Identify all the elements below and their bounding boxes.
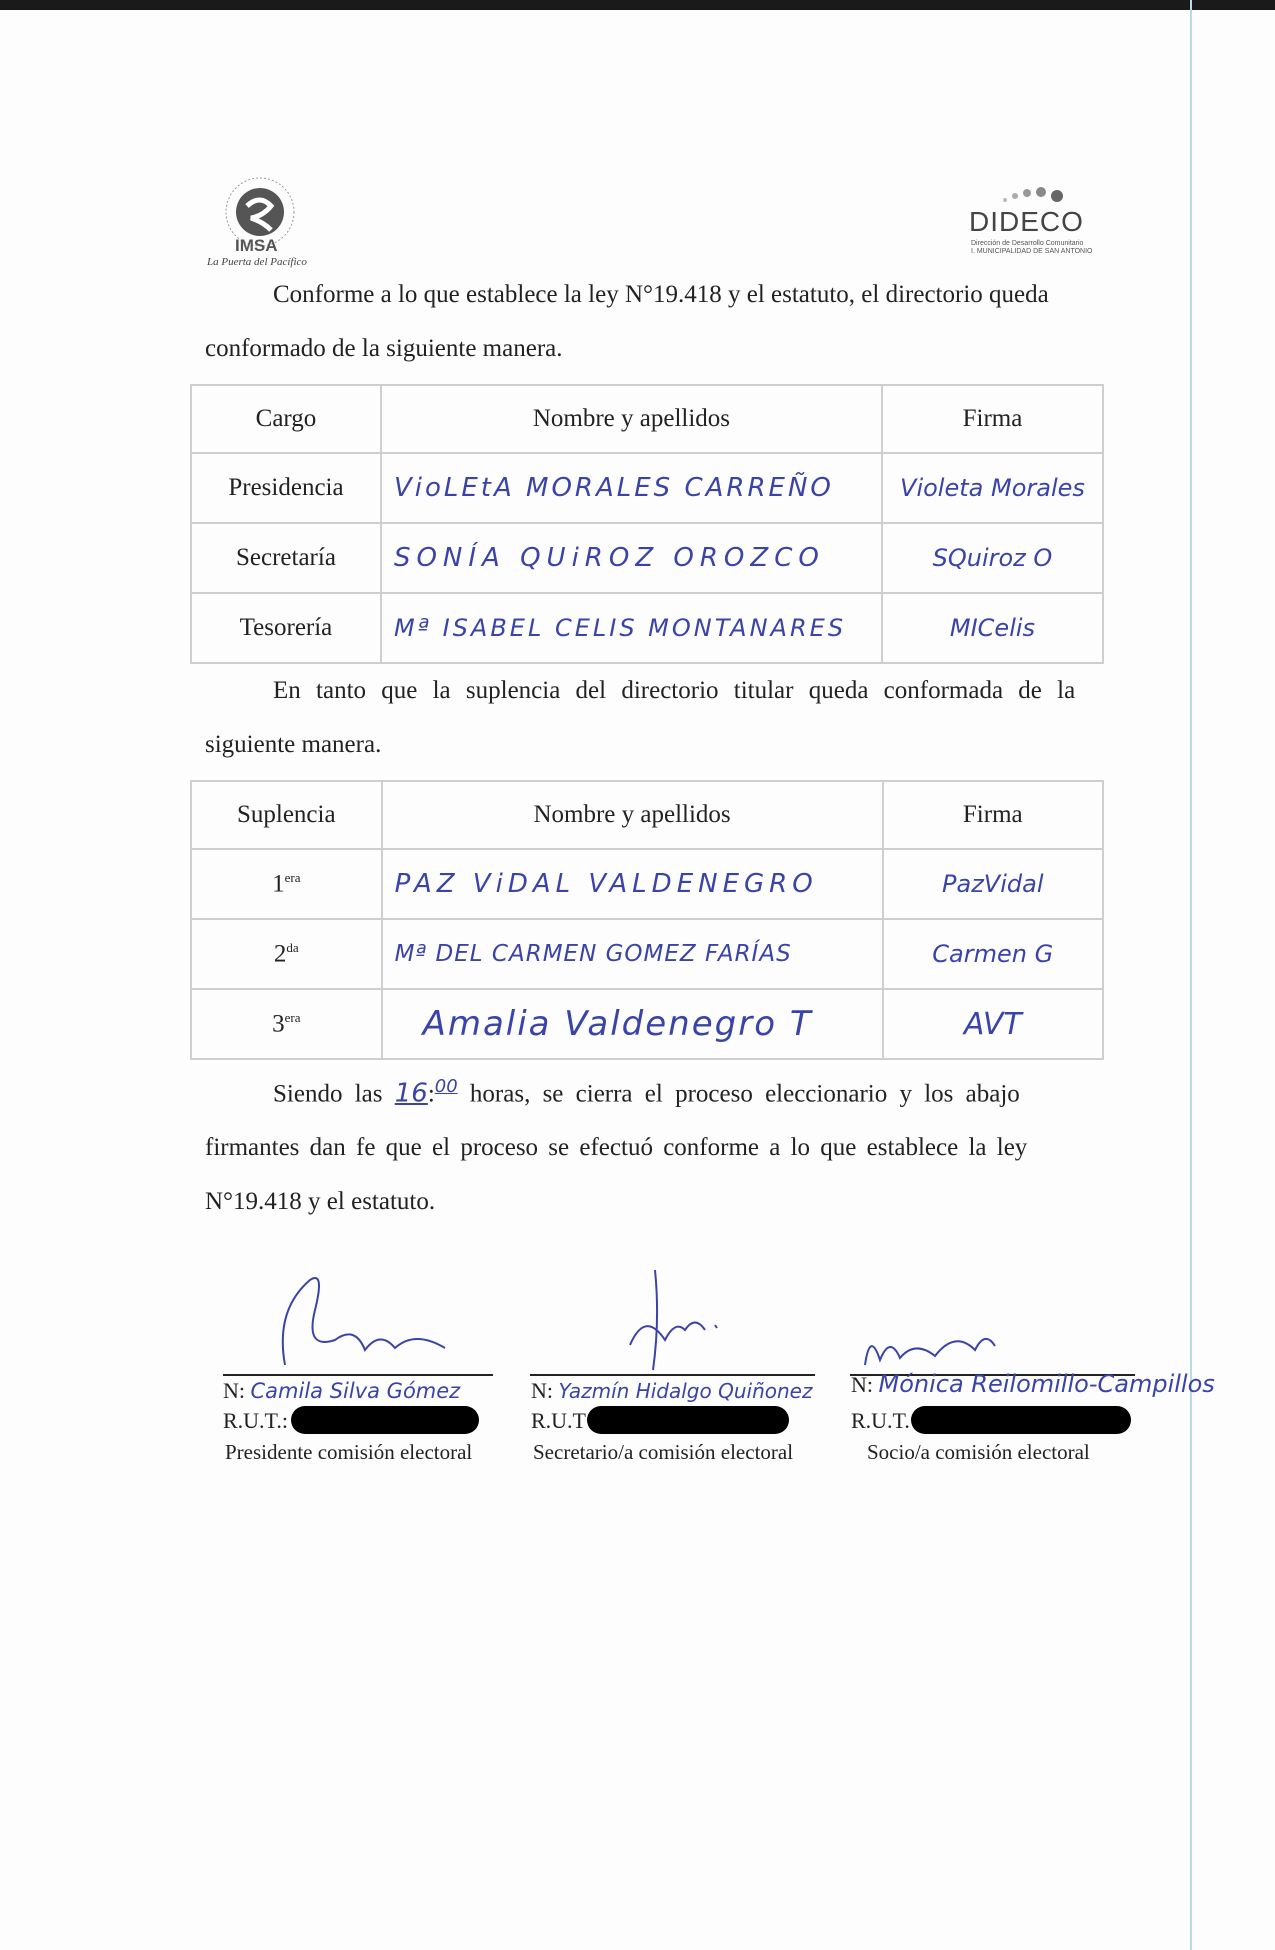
n-label: N: — [851, 1372, 873, 1397]
signatory-3 — [845, 1270, 1270, 1470]
closing-paragraph — [205, 1060, 1093, 1229]
dideco-logo — [965, 182, 1095, 262]
rut-label: R.U.T. — [851, 1408, 910, 1433]
role-label: Socio/a comisión electoral — [867, 1440, 1090, 1464]
directorio-table — [190, 384, 1104, 664]
signature-scribble-icon — [845, 1270, 1145, 1380]
intro-line-1: Conforme a lo que establece la ley N°19.418 y el estatuto, el directorio queda — [273, 281, 1049, 308]
handwritten-name: Amalia Valdenegro T — [422, 1004, 813, 1044]
suplencia-table — [190, 780, 1104, 1060]
role-label: Presidente comisión electoral — [225, 1440, 473, 1464]
dideco-subtitle-2: I. MUNICIPALIDAD DE SAN ANTONIO — [971, 248, 1093, 255]
cargo-cell: Presidencia — [191, 453, 381, 523]
suplencia-number: $1^{era}$ — [191, 849, 382, 919]
handwritten-name: PAZ ViDAL VALDENEGRO — [394, 869, 818, 899]
header-suplencia: Suplencia — [191, 781, 382, 849]
dideco-name: DIDECO — [969, 206, 1084, 237]
signature: AVT — [963, 1006, 1022, 1042]
rut-redaction — [911, 1406, 1131, 1434]
intro-paragraph — [205, 268, 1093, 376]
imsa-name: IMSA — [235, 236, 278, 255]
signature-scribble-icon — [525, 1270, 825, 1380]
suplencia-number: $2^{da}$ — [191, 919, 382, 989]
rut-redaction — [291, 1406, 479, 1434]
table-row — [191, 919, 1103, 989]
suplencia-paragraph — [205, 664, 1093, 772]
table-row — [191, 849, 1103, 919]
table-row — [191, 453, 1103, 523]
dideco-subtitle-1: Dirección de Desarrollo Comunitario — [971, 240, 1084, 247]
header-firma: Firma — [882, 385, 1103, 453]
middle-line-1: En tanto que la suplencia del directorio titular queda conformada de la — [273, 677, 1076, 704]
signatory-1 — [205, 1270, 505, 1470]
rut-label: R.U.T.: — [223, 1408, 288, 1433]
middle-line-2: siguiente manera. — [205, 731, 382, 758]
imsa-tagline: La Puerta del Pacífico — [207, 256, 307, 268]
cargo-cell: Tesorería — [191, 593, 381, 663]
table-row — [191, 989, 1103, 1059]
signatory-name: Mónica Reilomillo-Campillos — [878, 1370, 1215, 1398]
dideco-dots-icon — [965, 182, 1085, 208]
handwritten-name: Mª ISABEL CELIS MONTANARES — [393, 613, 847, 642]
signatory-name: Camila Silva Gómez — [250, 1379, 461, 1403]
signature: PazVidal — [942, 869, 1044, 898]
scan-top-edge — [0, 0, 1275, 10]
signature: Violeta Morales — [900, 473, 1085, 502]
n-label: N: — [531, 1378, 553, 1403]
intro-line-2: conformado de la siguiente manera. — [205, 335, 563, 362]
signatory-name: Yazmín Hidalgo Quiñonez — [558, 1379, 813, 1403]
signatory-2 — [525, 1270, 825, 1470]
handwritten-name: SONÍA QUiROZ OROZCO — [393, 543, 825, 573]
handwritten-name: Mª DEL CARMEN GOMEZ FARÍAS — [394, 941, 792, 967]
closing-line-1: Siendo las 16:$^{00}$ horas, se cierra el proceso eleccionario y los abajo — [273, 1076, 1020, 1109]
n-label: N: — [223, 1378, 245, 1403]
rut-label: R.U.T — [531, 1408, 586, 1433]
handwritten-name: VioLEtA MORALES CARREÑO — [393, 473, 834, 503]
table-row — [191, 523, 1103, 593]
signature-scribble-icon — [205, 1270, 505, 1380]
role-label: Secretario/a comisión electoral — [533, 1440, 794, 1464]
table-row — [191, 593, 1103, 663]
signature: Carmen G — [932, 939, 1054, 968]
header-firma: Firma — [883, 781, 1103, 849]
imsa-logo — [205, 172, 315, 272]
minute-field: 00 — [434, 1076, 458, 1097]
signature: MICelis — [949, 613, 1036, 642]
cargo-cell: Secretaría — [191, 523, 381, 593]
hour-field: 16 — [394, 1078, 428, 1109]
suplencia-number: $3^{era}$ — [191, 989, 382, 1059]
rut-redaction — [587, 1406, 789, 1434]
closing-line-2: firmantes dan fe que el proceso se efectuó conforme a lo que establece la ley — [205, 1134, 1028, 1162]
header-cargo: Cargo — [191, 385, 381, 453]
header-nombre: Nombre y apellidos — [382, 781, 883, 849]
scan-edge-line — [1190, 0, 1192, 1950]
header-nombre: Nombre y apellidos — [381, 385, 882, 453]
closing-line-3: N°19.418 y el estatuto. — [205, 1188, 436, 1216]
signature: SQuiroz O — [932, 543, 1053, 572]
